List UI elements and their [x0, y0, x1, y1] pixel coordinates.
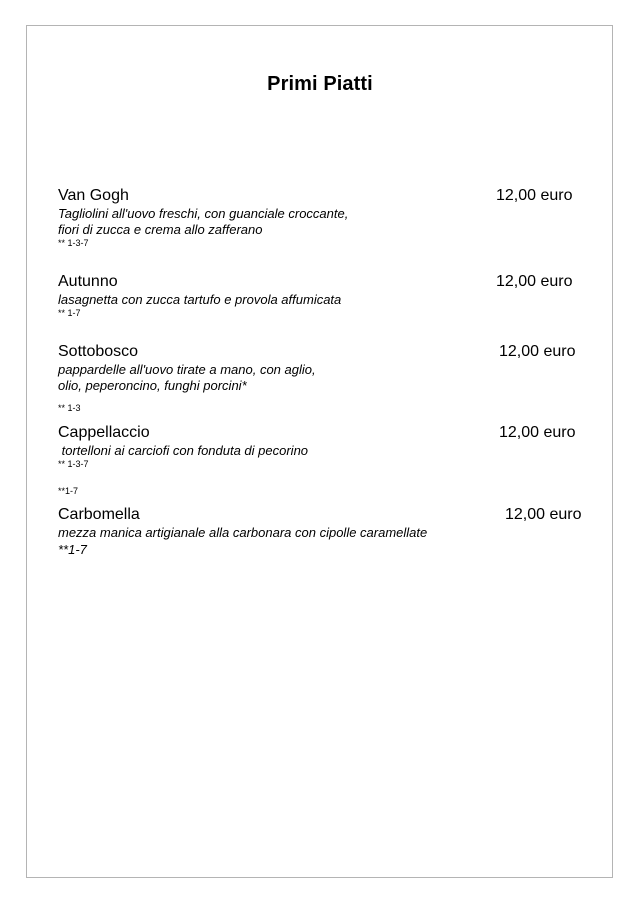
allergen-codes: ** 1-3 — [58, 403, 81, 413]
allergen-note: **1-7 — [58, 486, 79, 496]
dish-name: Autunno — [58, 273, 118, 290]
allergen-codes: ** 1-3-7 — [58, 238, 89, 248]
dish-description-line: Tagliolini all'uovo freschi, con guanciale croccante, — [58, 206, 349, 221]
dish-description-line: lasagnetta con zucca tartufo e provola affumicata — [58, 292, 342, 307]
allergen-codes: **1-7 — [58, 542, 87, 557]
page-title: Primi Piatti — [267, 73, 373, 95]
dish-description-line: fiori di zucca e crema allo zafferano — [58, 222, 263, 237]
dish-description-line: tortelloni ai carciofi con fonduta di pecorino — [58, 443, 309, 458]
dish-name: Cappellaccio — [58, 424, 150, 441]
dish-name: Van Gogh — [58, 187, 129, 204]
dish-description-line: pappardelle all'uovo tirate a mano, con aglio, — [58, 362, 316, 377]
dish-price: 12,00 euro — [496, 273, 573, 290]
dish-description-line: olio, peperoncino, funghi porcini* — [58, 378, 247, 393]
allergen-codes: ** 1-3-7 — [58, 459, 89, 469]
dish-price: 12,00 euro — [496, 187, 573, 204]
dish-price: 12,00 euro — [499, 424, 576, 441]
dish-price: 12,00 euro — [499, 343, 576, 360]
allergen-codes: ** 1-7 — [58, 308, 81, 318]
dish-description-line: mezza manica artigianale alla carbonara con cipolle caramellate — [58, 525, 428, 540]
dish-price: 12,00 euro — [505, 506, 582, 523]
dish-name: Carbomella — [58, 506, 140, 523]
dish-name: Sottobosco — [58, 343, 139, 360]
